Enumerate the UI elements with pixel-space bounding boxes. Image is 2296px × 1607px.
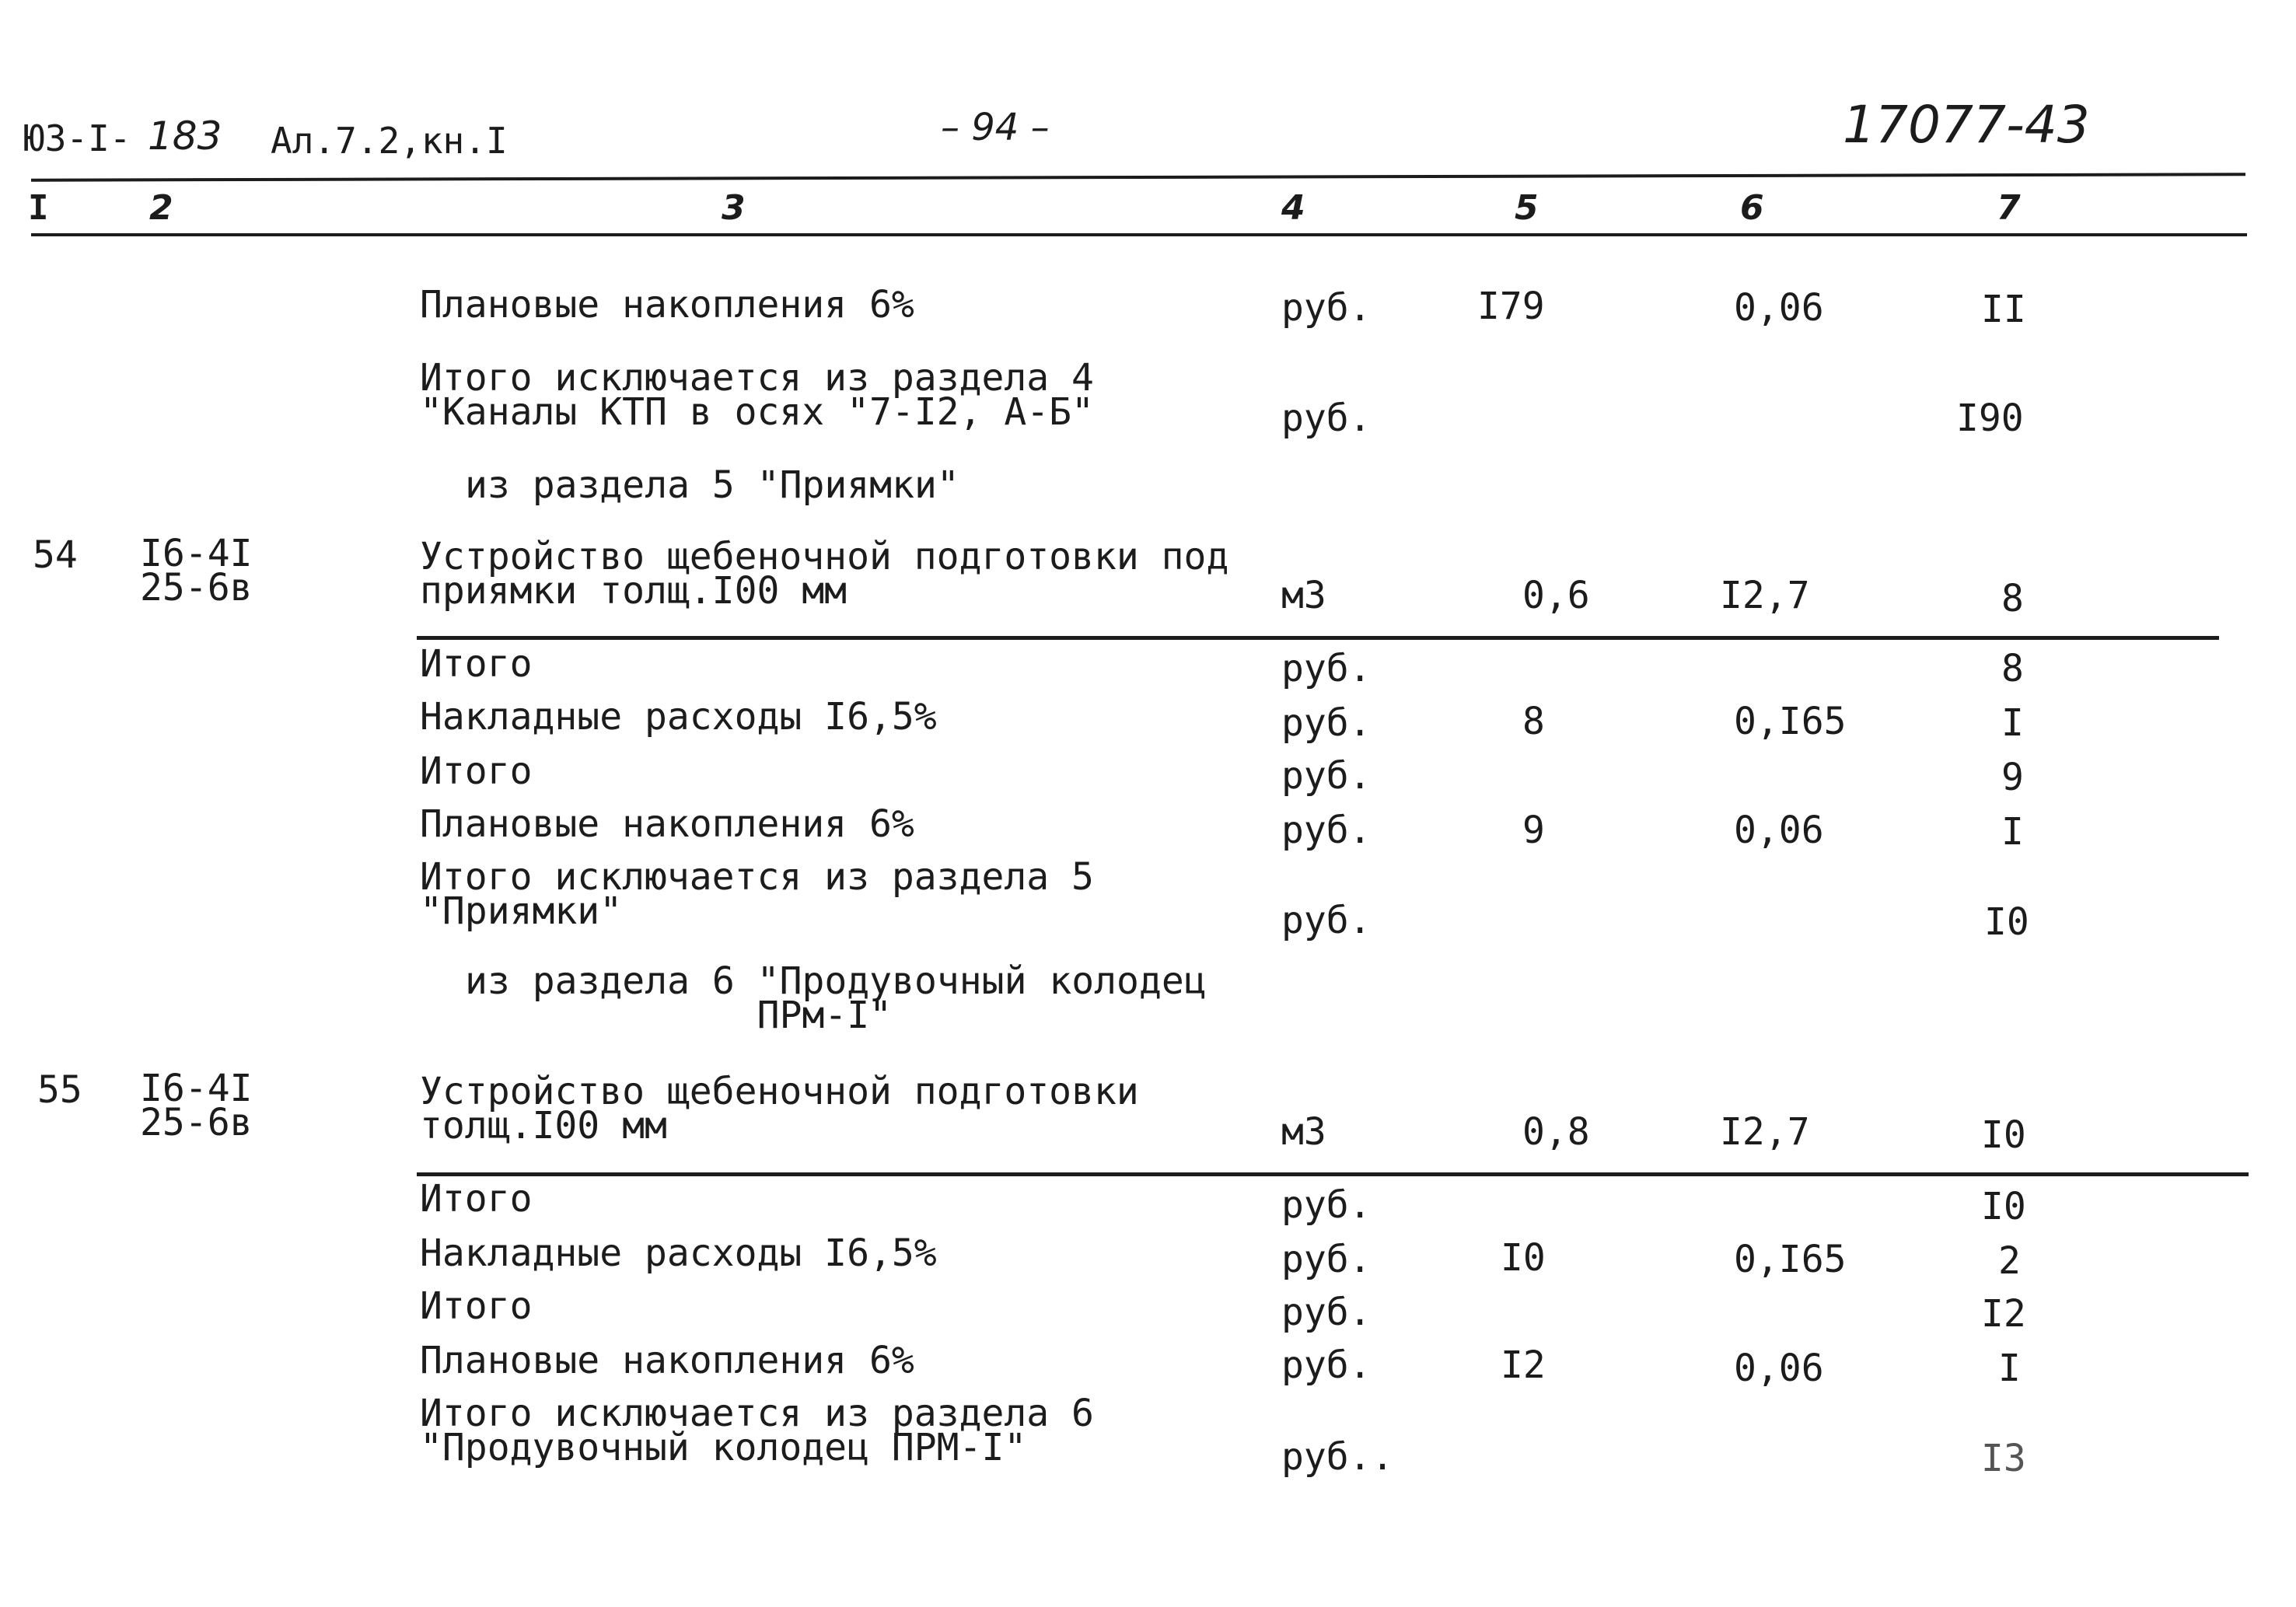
row-total: I	[2001, 810, 2024, 854]
row-unit: руб.	[1281, 754, 1372, 798]
row-number: 55	[37, 1068, 82, 1112]
row-unit: руб.	[1281, 286, 1372, 330]
row-total: I2	[1981, 1292, 2026, 1336]
row-total: I	[1998, 1347, 2021, 1390]
row-quantity: I2	[1501, 1343, 1546, 1387]
row-price: 0,I65	[1734, 700, 1847, 743]
row-description: Итого исключается из раздела 6 "Продувочный колодец ПРМ-I"	[420, 1392, 1094, 1469]
row-description: Устройство щебеночной подготовки толщ.I00 мм	[420, 1070, 1139, 1148]
row-description: Итого	[420, 749, 533, 793]
row-total: I0	[1981, 1185, 2026, 1228]
row-unit: руб..	[1281, 1435, 1394, 1479]
row-quantity: 9	[1522, 809, 1545, 852]
col-header-4: 4	[1281, 188, 1305, 228]
row-unit: руб.	[1281, 397, 1372, 440]
row-price: 0,06	[1734, 1347, 1824, 1390]
row-total: 8	[2001, 647, 2024, 690]
row-quantity: 8	[1522, 700, 1545, 743]
col-header-3: 3	[722, 188, 746, 228]
row-description: Итого	[420, 1284, 533, 1328]
row-total: 2	[1998, 1239, 2021, 1283]
row-quantity: 0,6	[1522, 574, 1590, 617]
row-price: 0,I65	[1734, 1238, 1847, 1281]
row-quantity: 0,8	[1522, 1110, 1590, 1154]
row-description: Плановые накопления 6%	[420, 1339, 914, 1382]
item-rule	[417, 636, 2219, 640]
row-quantity: I79	[1477, 285, 1545, 328]
row-price: I2,7	[1720, 1110, 1810, 1154]
row-description: Итого	[420, 1177, 533, 1221]
row-unit: руб.	[1281, 1238, 1372, 1281]
row-unit: руб.	[1281, 899, 1372, 942]
row-unit: м3	[1281, 1110, 1326, 1154]
row-unit: руб.	[1281, 701, 1372, 745]
col-header-6: 6	[1740, 188, 1764, 228]
row-unit: руб.	[1281, 1343, 1372, 1387]
section-heading: из раздела 5 "Приямки"	[465, 463, 959, 507]
col-header-1: I	[28, 188, 49, 228]
row-description: Накладные расходы I6,5%	[420, 695, 937, 739]
row-number: 54	[33, 533, 78, 577]
col-header-5: 5	[1515, 188, 1539, 228]
album-reference: Ал.7.2,кн.I	[271, 120, 508, 162]
row-total: I0	[1984, 900, 2029, 944]
row-unit: руб.	[1281, 809, 1372, 852]
row-code: I6-4I 25-6в	[140, 532, 253, 610]
page-number: – 94 –	[941, 106, 1050, 149]
header-top-rule	[31, 173, 2245, 181]
row-description: Плановые накопления 6%	[420, 283, 914, 327]
row-description: Итого исключается из раздела 5 "Приямки"	[420, 855, 1094, 933]
col-header-7: 7	[1997, 188, 2021, 228]
archive-number: 17077-43	[1843, 95, 2090, 155]
row-price: 0,06	[1734, 286, 1824, 330]
row-quantity: I0	[1501, 1236, 1546, 1280]
section-heading: из раздела 6 "Продувочный колодец ПРм-I"	[465, 959, 1207, 1037]
row-description: Итого исключается из раздела 4 "Каналы КТП в осях "7-I2, А-Б"	[420, 356, 1094, 434]
row-total: I3	[1981, 1437, 2026, 1480]
item-rule	[417, 1172, 2249, 1176]
doc-code-number: 183	[148, 114, 222, 159]
row-price: I2,7	[1720, 574, 1810, 617]
header-bottom-rule	[31, 233, 2247, 236]
row-total: I	[2001, 701, 2024, 745]
row-description: Итого	[420, 642, 533, 686]
row-description: Плановые накопления 6%	[420, 802, 914, 846]
row-description: Устройство щебеночной подготовки под приямки толщ.I00 мм	[420, 535, 1229, 613]
row-total: II	[1981, 288, 2026, 331]
row-code: I6-4I 25-6в	[140, 1067, 253, 1144]
row-total: I0	[1981, 1113, 2026, 1157]
row-total: I90	[1956, 397, 2024, 440]
row-total: 9	[2001, 756, 2024, 799]
row-total: 8	[2001, 577, 2024, 620]
doc-code-prefix: Ю3-I-	[23, 117, 131, 159]
row-description: Накладные расходы I6,5%	[420, 1231, 937, 1275]
row-unit: м3	[1281, 574, 1326, 617]
row-unit: руб.	[1281, 647, 1372, 690]
col-header-2: 2	[149, 188, 173, 228]
row-unit: руб.	[1281, 1183, 1372, 1227]
row-price: 0,06	[1734, 809, 1824, 852]
row-unit: руб.	[1281, 1291, 1372, 1334]
